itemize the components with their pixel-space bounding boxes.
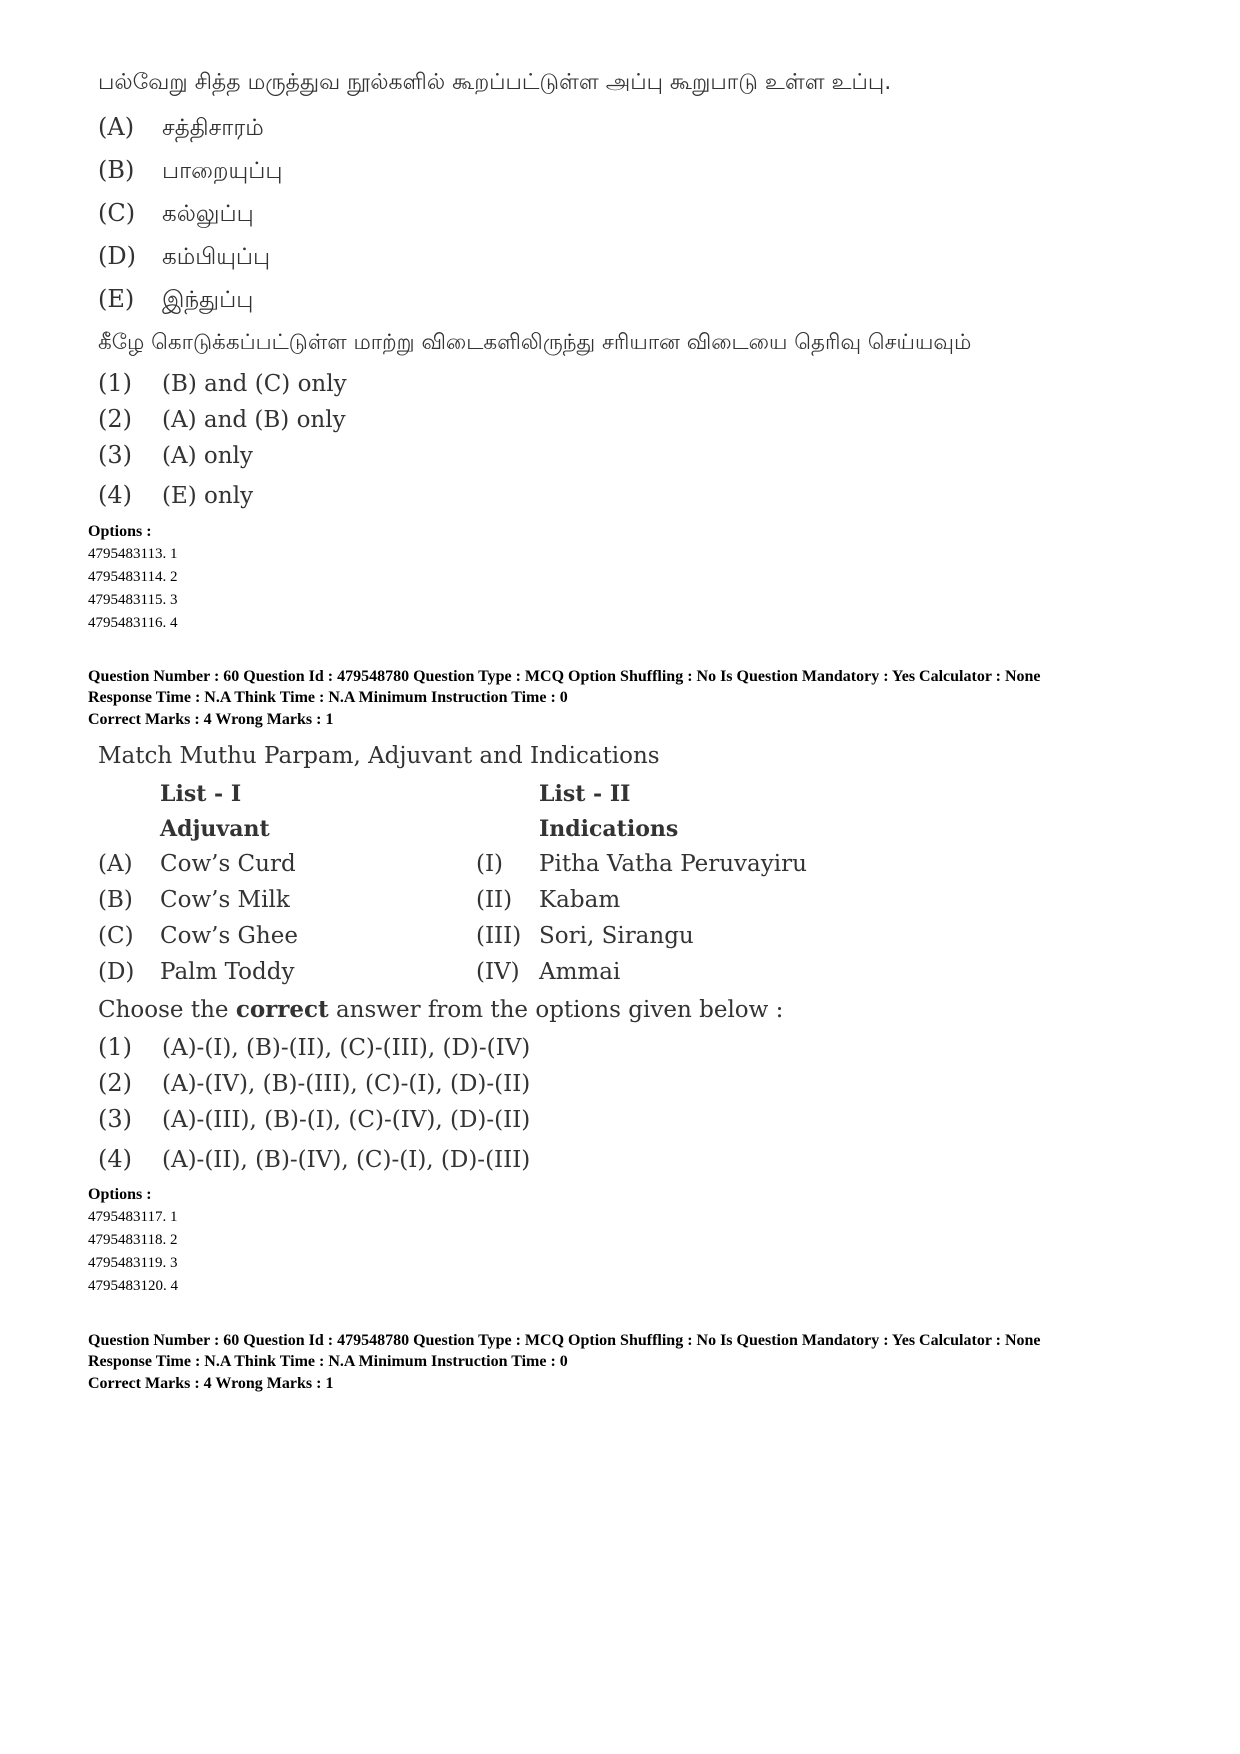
answer-label: (1) — [98, 1033, 132, 1061]
statement-c — [98, 199, 254, 230]
answer-option-3 — [98, 1105, 530, 1133]
answer-option-1 — [98, 1033, 530, 1061]
list2-item: Ammai — [539, 959, 621, 985]
statement-text: இந்துப்பு — [162, 287, 254, 313]
option-id: 4795483115. 3 — [88, 592, 178, 608]
list1-item: Cow’s Milk — [160, 887, 290, 913]
list1-heading: List - I — [160, 781, 242, 807]
answer-label: (1) — [98, 369, 132, 397]
list2-label: (I) — [476, 851, 504, 877]
statement-text: கல்லுப்பு — [162, 201, 254, 227]
statement-a — [98, 113, 264, 144]
question-meta-line: Correct Marks : 4 Wrong Marks : 1 — [88, 711, 334, 728]
options-heading: Options : — [88, 1186, 152, 1203]
option-id: 4795483117. 1 — [88, 1209, 178, 1225]
answer-text: (A)-(I), (B)-(II), (C)-(III), (D)-(IV) — [162, 1035, 531, 1061]
instruction-text: கீழே கொடுக்கப்பட்டுள்ள மாற்று விடைகளிலிருந்து சரியான விடையை தெரிவு செய்யவும் — [98, 330, 972, 355]
statement-label: (E) — [98, 285, 135, 313]
option-id: 4795483113. 1 — [88, 546, 178, 562]
list2-label: (IV) — [476, 959, 520, 985]
answer-label: (4) — [98, 1145, 132, 1173]
answer-label: (2) — [98, 1069, 132, 1097]
match-row — [98, 851, 898, 887]
list1-label: (B) — [98, 887, 133, 913]
list1-label: (C) — [98, 923, 134, 949]
answer-text: (A) only — [162, 443, 253, 469]
question-meta-line: Correct Marks : 4 Wrong Marks : 1 — [88, 1375, 334, 1392]
list1-label: (D) — [98, 959, 135, 985]
option-id: 4795483116. 4 — [88, 615, 178, 631]
question-meta-line: Question Number : 60 Question Id : 479548780 Question Type : MCQ Option Shuffling : No Is Question Mandatory : Yes Calculator : None — [88, 1332, 1041, 1349]
answer-option-4 — [98, 481, 253, 509]
list2-label: (II) — [476, 887, 513, 913]
answer-label: (2) — [98, 405, 132, 433]
answer-text: (A)-(III), (B)-(I), (C)-(IV), (D)-(II) — [162, 1107, 531, 1133]
answer-option-4 — [98, 1145, 530, 1173]
match-row — [98, 959, 898, 995]
answer-text: (A)-(IV), (B)-(III), (C)-(I), (D)-(II) — [162, 1071, 531, 1097]
choose-text-bold: correct — [235, 996, 329, 1023]
answer-option-1 — [98, 369, 347, 397]
statement-label: (D) — [98, 242, 136, 270]
answer-text: (E) only — [162, 483, 254, 509]
statement-label: (C) — [98, 199, 136, 227]
answer-text: (B) and (C) only — [162, 371, 347, 397]
list1-label: (A) — [98, 851, 133, 877]
question-meta-line: Question Number : 60 Question Id : 479548780 Question Type : MCQ Option Shuffling : No Is Question Mandatory : Yes Calculator : None — [88, 668, 1041, 685]
question-text: பல்வேறு சித்த மருத்துவ நூல்களில் கூறப்பட்டுள்ள அப்பு கூறுபாடு உள்ள உப்பு. — [98, 70, 892, 95]
list2-item: Kabam — [539, 887, 621, 913]
list2-label: (III) — [476, 923, 522, 949]
list2-subheading: Indications — [539, 816, 679, 842]
answer-text: (A) and (B) only — [162, 407, 346, 433]
answer-option-2 — [98, 405, 346, 433]
answer-label: (3) — [98, 1105, 132, 1133]
answer-option-2 — [98, 1069, 530, 1097]
choose-text-pre: Choose the — [98, 997, 236, 1023]
list1-item: Cow’s Curd — [160, 851, 296, 877]
statement-e — [98, 285, 253, 316]
answer-text: (A)-(II), (B)-(IV), (C)-(I), (D)-(III) — [162, 1147, 531, 1173]
statement-b — [98, 156, 283, 187]
list2-item: Sori, Sirangu — [539, 923, 694, 949]
choose-text-post: answer from the options given below : — [328, 997, 784, 1023]
match-row — [98, 923, 898, 959]
option-id: 4795483120. 4 — [88, 1278, 178, 1294]
match-row — [98, 887, 898, 923]
list2-item: Pitha Vatha Peruvayiru — [539, 851, 807, 877]
list2-heading: List - II — [539, 781, 631, 807]
question-meta-line: Response Time : N.A Think Time : N.A Minimum Instruction Time : 0 — [88, 689, 568, 706]
match-title: Match Muthu Parpam, Adjuvant and Indications — [98, 743, 660, 769]
statement-label: (B) — [98, 156, 135, 184]
list1-item: Palm Toddy — [160, 959, 295, 985]
option-id: 4795483114. 2 — [88, 569, 178, 585]
question-meta-line: Response Time : N.A Think Time : N.A Minimum Instruction Time : 0 — [88, 1353, 568, 1370]
statement-text: சத்திசாரம் — [162, 115, 264, 141]
answer-label: (3) — [98, 441, 132, 469]
statement-text: கம்பியுப்பு — [162, 244, 271, 270]
answer-label: (4) — [98, 481, 132, 509]
statement-label: (A) — [98, 113, 135, 141]
statement-text: பாறையுப்பு — [162, 158, 283, 184]
statement-d — [98, 242, 270, 273]
options-heading: Options : — [88, 523, 152, 540]
option-id: 4795483119. 3 — [88, 1255, 178, 1271]
choose-instruction — [98, 996, 783, 1023]
option-id: 4795483118. 2 — [88, 1232, 178, 1248]
list1-item: Cow’s Ghee — [160, 923, 298, 949]
answer-option-3 — [98, 441, 253, 469]
list1-subheading: Adjuvant — [160, 816, 270, 842]
